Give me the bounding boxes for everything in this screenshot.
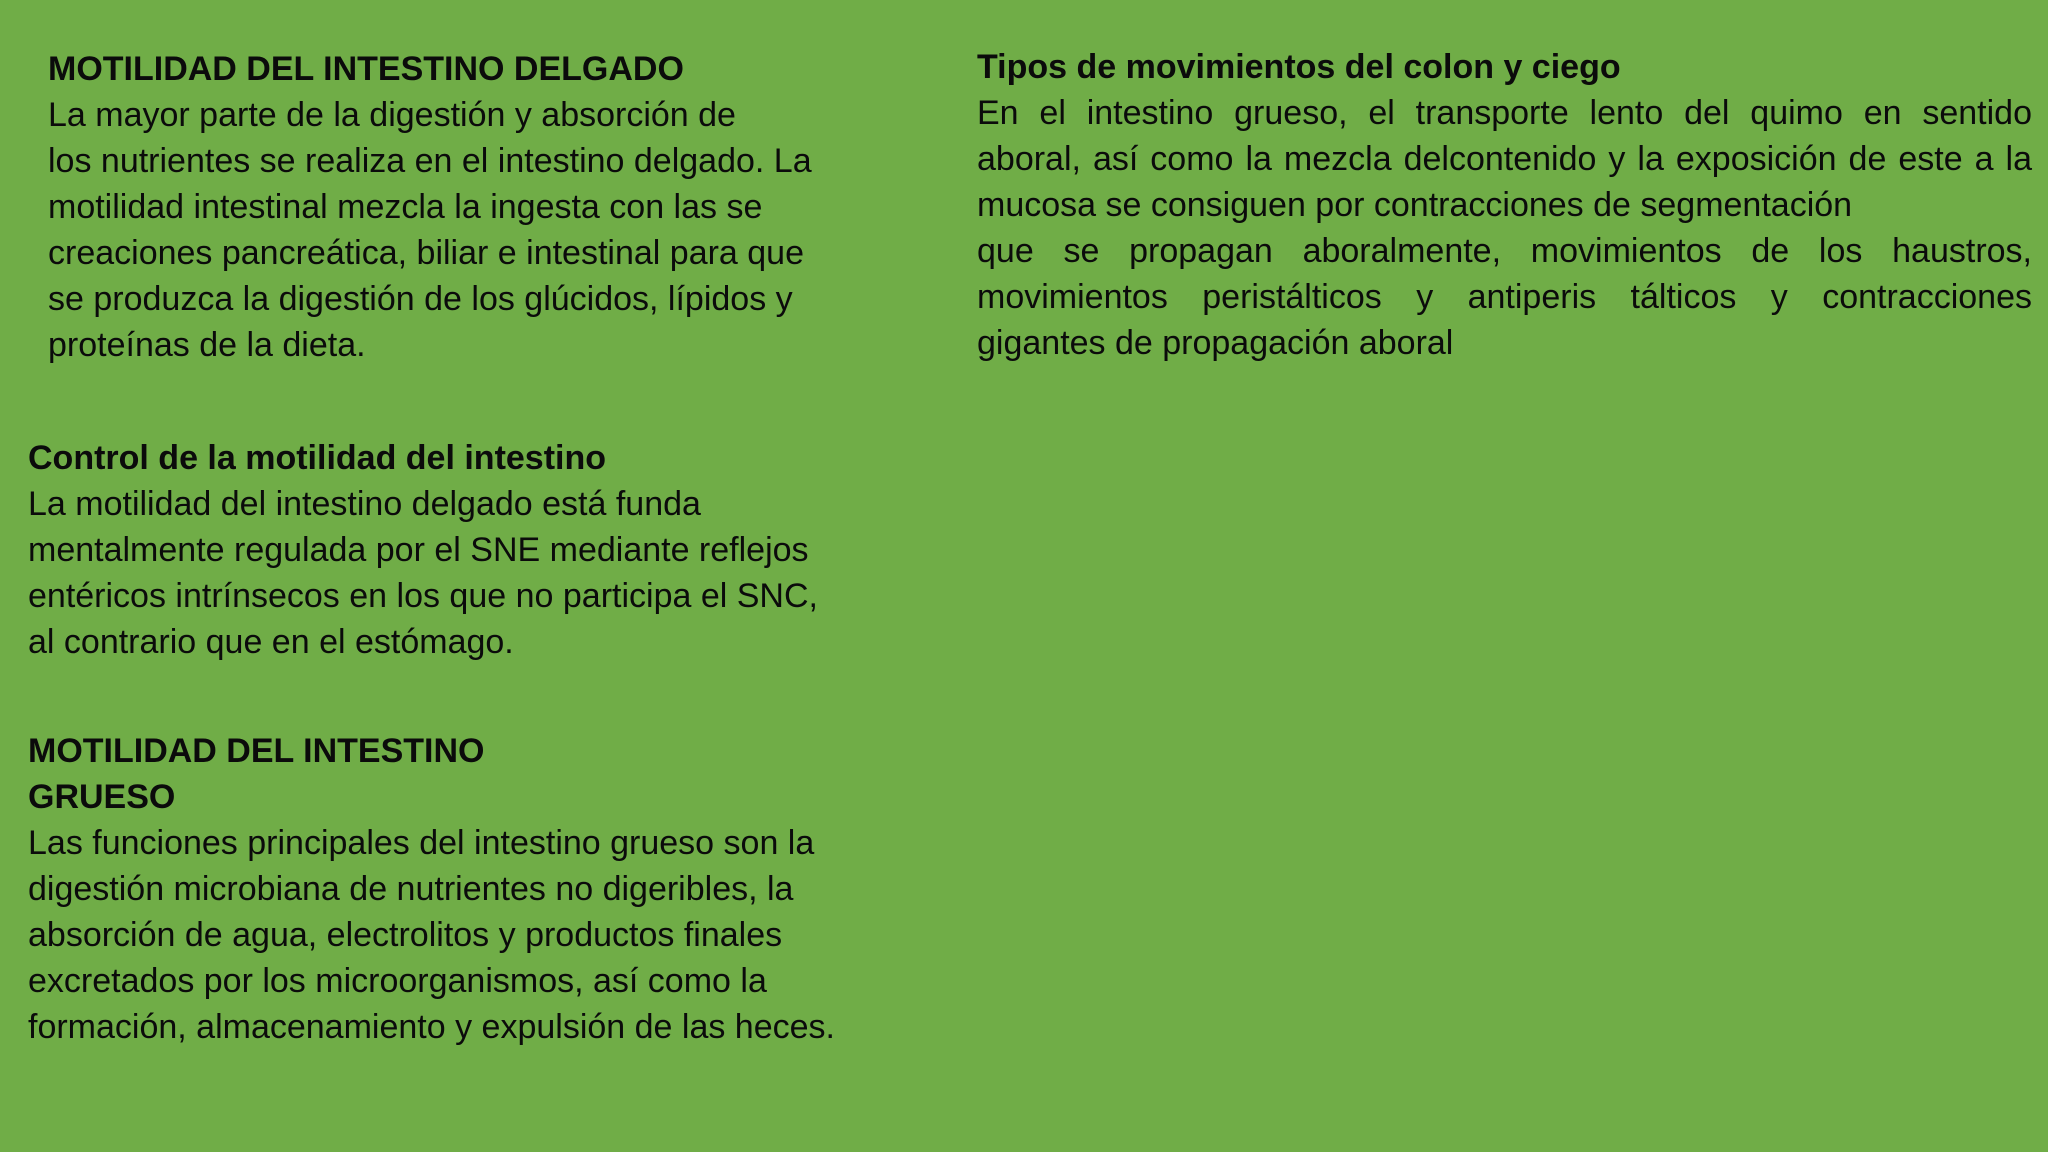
paragraph-line: proteínas de la dieta. xyxy=(48,326,366,364)
section-title: Control de la motilidad del intestino xyxy=(28,439,607,477)
paragraph-line: mucosa se consiguen por contracciones de segmentación xyxy=(977,186,1853,224)
paragraph-line: que se propagan aboralmente, movimientos de los haustros, xyxy=(977,232,2032,270)
section-colon-movement-types xyxy=(977,44,2032,366)
paragraph-line: gigantes de propagación aboral xyxy=(977,324,1454,362)
section-title: GRUESO xyxy=(28,778,176,816)
paragraph-line: movimientos peristálticos y antiperis tálticos y contracciones xyxy=(977,278,2032,316)
paragraph-line: mentalmente regulada por el SNE mediante reflejos xyxy=(28,531,809,569)
paragraph-line: al contrario que en el estómago. xyxy=(28,623,514,661)
paragraph-line: La motilidad del intestino delgado está funda xyxy=(28,485,701,523)
section-title: Tipos de movimientos del colon y ciego xyxy=(977,48,1621,86)
paragraph-line: entéricos intrínsecos en los que no participa el SNC, xyxy=(28,577,818,615)
section-title: MOTILIDAD DEL INTESTINO DELGADO xyxy=(48,50,684,88)
section-motility-control xyxy=(28,435,908,665)
paragraph-line: digestión microbiana de nutrientes no digeribles, la xyxy=(28,870,794,908)
paragraph-line: La mayor parte de la digestión y absorción de xyxy=(48,96,736,134)
section-title: MOTILIDAD DEL INTESTINO xyxy=(28,732,485,770)
paragraph-line: Las funciones principales del intestino grueso son la xyxy=(28,824,815,862)
paragraph-line: excretados por los microorganismos, así como la xyxy=(28,962,767,1000)
paragraph-line: absorción de agua, electrolitos y productos finales xyxy=(28,916,783,954)
paragraph-line: En el intestino grueso, el transporte lento del quimo en sentido xyxy=(977,94,2032,132)
paragraph-line: se produzca la digestión de los glúcidos, lípidos y xyxy=(48,280,793,318)
paragraph-line: formación, almacenamiento y expulsión de las heces. xyxy=(28,1008,835,1046)
section-small-intestine-motility xyxy=(48,46,928,368)
paragraph-line: creaciones pancreática, biliar e intestinal para que xyxy=(48,234,805,272)
paragraph-line: los nutrientes se realiza en el intestino delgado. La xyxy=(48,142,812,180)
section-large-intestine-motility xyxy=(28,728,908,1050)
paragraph-line: aboral, así como la mezcla delcontenido y la exposición de este a la xyxy=(977,140,2032,178)
paragraph-line: motilidad intestinal mezcla la ingesta con las se xyxy=(48,188,763,226)
